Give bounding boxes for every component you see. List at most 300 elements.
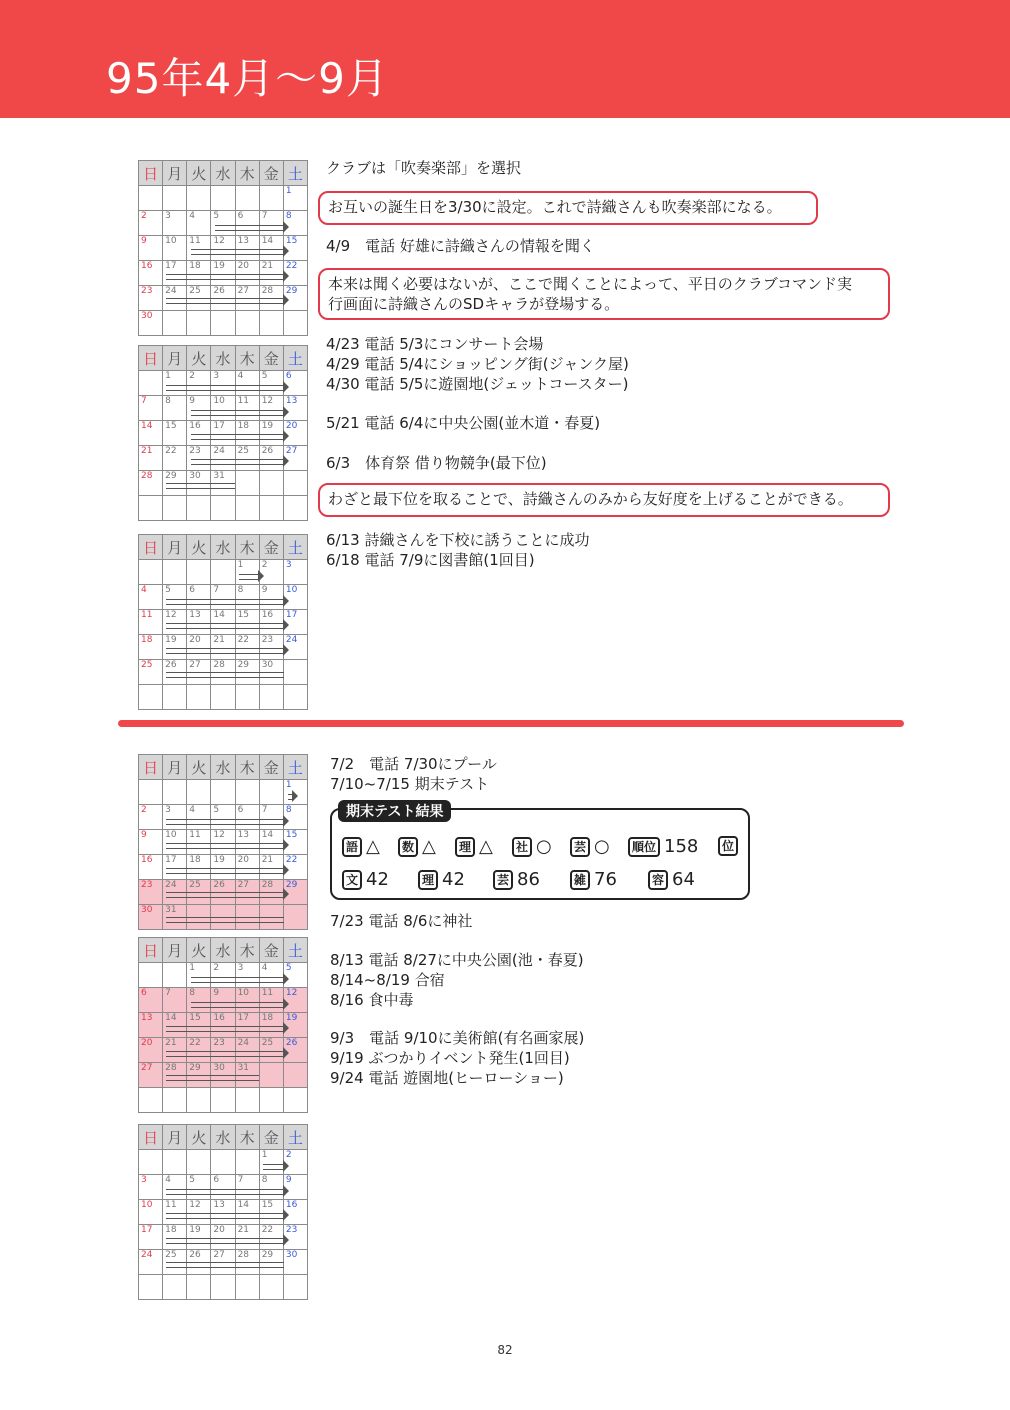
schedule-arrow <box>263 1164 283 1170</box>
day-number: 16 <box>261 610 274 620</box>
highlight-sd-character <box>318 268 890 320</box>
calendar-day <box>187 805 211 830</box>
calendar-day <box>235 471 259 496</box>
subject-label: 理 <box>455 837 475 857</box>
day-number: 30 <box>189 471 201 481</box>
calendar-day <box>211 396 235 421</box>
day-number: 15 <box>189 1013 201 1023</box>
day-number: 27 <box>237 880 250 890</box>
day-number: 5 <box>213 805 220 815</box>
weekday-header: 金 <box>259 1125 283 1150</box>
day-number: 7 <box>237 1175 244 1185</box>
day-number: 1 <box>237 560 244 570</box>
calendar-day <box>187 186 211 211</box>
calendar-day <box>235 1088 259 1113</box>
day-number: 17 <box>285 610 298 620</box>
day-number: 18 <box>261 1013 274 1023</box>
schedule-arrow <box>166 623 283 629</box>
day-number: 28 <box>165 1063 177 1073</box>
day-number: 16 <box>141 855 153 865</box>
note-line: 5/21 電話 6/4に中央公園(並木道・春夏) <box>326 414 601 432</box>
calendar-day <box>235 988 259 1013</box>
schedule-arrow <box>166 1213 283 1219</box>
day-number: 6 <box>237 211 244 221</box>
weekday-header: 日 <box>139 938 163 963</box>
subject-value: 42 <box>442 869 465 890</box>
calendar-day <box>283 1063 307 1088</box>
day-number: 23 <box>141 880 153 890</box>
day-number: 25 <box>261 1038 274 1048</box>
calendar-day <box>211 685 235 710</box>
calendar-day <box>211 1013 235 1038</box>
day-number: 18 <box>141 635 153 645</box>
weekday-header: 火 <box>187 161 211 186</box>
day-number: 9 <box>285 1175 292 1185</box>
calendar-day <box>283 560 307 585</box>
calendar-day <box>211 1275 235 1300</box>
schedule-arrow <box>166 648 283 654</box>
calendar-day <box>139 1013 163 1038</box>
day-number: 9 <box>213 988 220 998</box>
day-number: 5 <box>285 963 292 973</box>
calendar-day <box>259 610 283 635</box>
calendar-day <box>139 236 163 261</box>
day-number: 28 <box>141 471 153 481</box>
day-number: 4 <box>189 805 196 815</box>
schedule-arrow <box>166 843 283 849</box>
calendar-day <box>139 496 163 521</box>
day-number: 15 <box>285 830 298 840</box>
schedule-arrow <box>166 599 283 605</box>
schedule-arrow <box>191 977 284 983</box>
calendar-day <box>235 830 259 855</box>
calendar-day <box>187 780 211 805</box>
calendar-day <box>163 1200 187 1225</box>
day-number: 7 <box>261 211 268 221</box>
schedule-arrow <box>166 917 283 923</box>
day-number: 11 <box>237 396 250 406</box>
day-number: 9 <box>261 585 268 595</box>
calendar-day <box>139 880 163 905</box>
calendar-day <box>283 496 307 521</box>
day-number: 10 <box>165 830 177 840</box>
calendar-day <box>139 371 163 396</box>
calendar-day <box>211 236 235 261</box>
schedule-arrow <box>166 1262 283 1268</box>
weekday-header: 水 <box>211 938 235 963</box>
day-number: 18 <box>189 261 201 271</box>
day-number: 12 <box>213 830 225 840</box>
day-number: 21 <box>141 446 153 456</box>
calendar-day <box>259 421 283 446</box>
weekday-header: 土 <box>283 346 307 371</box>
day-number: 27 <box>237 286 250 296</box>
calendar-day <box>259 1275 283 1300</box>
calendar-day <box>163 780 187 805</box>
day-number: 10 <box>213 396 225 406</box>
day-number: 25 <box>165 1250 177 1260</box>
day-number: 6 <box>213 1175 220 1185</box>
weekday-header: 火 <box>187 1125 211 1150</box>
day-number: 21 <box>165 1038 177 1048</box>
calendar-day <box>259 963 283 988</box>
calendar-day <box>187 610 211 635</box>
weekday-header: 金 <box>259 535 283 560</box>
calendar-day <box>259 236 283 261</box>
subject-label: 芸 <box>493 870 513 890</box>
day-number: 29 <box>189 1063 201 1073</box>
calendar-day <box>259 780 283 805</box>
subject-value: 86 <box>517 869 540 890</box>
day-number: 3 <box>141 1175 147 1185</box>
calendar-day <box>187 396 211 421</box>
calendar-day <box>283 660 307 685</box>
weekday-header: 日 <box>139 346 163 371</box>
day-number: 24 <box>165 880 177 890</box>
day-number: 10 <box>285 585 298 595</box>
day-number: 20 <box>285 421 298 431</box>
calendar-day <box>139 830 163 855</box>
page-title: 95年4月～9月 <box>106 54 389 103</box>
calendar-day <box>163 988 187 1013</box>
calendar-day <box>163 1088 187 1113</box>
subject-value: ○ <box>594 836 610 857</box>
calendar-day <box>235 211 259 236</box>
day-number: 29 <box>285 286 298 296</box>
weekday-header: 木 <box>235 535 259 560</box>
schedule-arrow <box>191 459 284 465</box>
calendar-day <box>163 1175 187 1200</box>
schedule-arrow <box>166 385 283 391</box>
calendar-day <box>139 660 163 685</box>
calendar-day <box>139 963 163 988</box>
weekday-header: 土 <box>283 535 307 560</box>
day-number: 18 <box>189 855 201 865</box>
day-number: 24 <box>285 635 298 645</box>
day-number: 1 <box>165 371 171 381</box>
day-number: 21 <box>261 261 274 271</box>
day-number: 31 <box>165 905 177 915</box>
day-number: 13 <box>189 610 201 620</box>
calendar-day <box>235 371 259 396</box>
day-number: 13 <box>213 1200 225 1210</box>
day-number: 21 <box>213 635 225 645</box>
calendar-day <box>139 211 163 236</box>
calendar-day <box>259 805 283 830</box>
calendar-day <box>163 446 187 471</box>
calendar-day <box>235 1150 259 1175</box>
day-number: 8 <box>261 1175 268 1185</box>
subject-label: 芸 <box>570 837 590 857</box>
calendar-day <box>187 1013 211 1038</box>
day-number: 22 <box>189 1038 201 1048</box>
day-number: 8 <box>237 585 244 595</box>
calendar-day <box>163 496 187 521</box>
calendar-day <box>163 1150 187 1175</box>
weekday-header: 火 <box>187 535 211 560</box>
weekday-header: 火 <box>187 938 211 963</box>
day-number: 20 <box>237 261 250 271</box>
calendar-day <box>235 236 259 261</box>
calendar-day <box>283 1275 307 1300</box>
calendar-day <box>211 1200 235 1225</box>
calendar-day <box>187 1088 211 1113</box>
day-number: 24 <box>237 1038 250 1048</box>
day-number: 25 <box>141 660 153 670</box>
calendar-day <box>235 1013 259 1038</box>
calendar-day <box>235 311 259 336</box>
day-number: 6 <box>141 988 147 998</box>
day-number: 15 <box>285 236 298 246</box>
calendar-day <box>211 805 235 830</box>
schedule-arrow <box>166 274 283 280</box>
day-number: 21 <box>237 1225 250 1235</box>
day-number: 19 <box>213 855 225 865</box>
highlight-sd-text-1: 本来は聞く必要はないが、ここで聞くことによって、平日のクラブコマンド実 <box>328 275 852 293</box>
calendar-day <box>259 496 283 521</box>
calendar-day <box>235 1200 259 1225</box>
calendar-day <box>139 1275 163 1300</box>
calendar-day <box>139 286 163 311</box>
weekday-header: 土 <box>283 161 307 186</box>
day-number: 13 <box>141 1013 153 1023</box>
day-number: 7 <box>141 396 147 406</box>
weekday-header: 日 <box>139 161 163 186</box>
day-number: 13 <box>237 830 250 840</box>
calendar-day <box>187 830 211 855</box>
calendar-day <box>187 963 211 988</box>
weekday-header: 月 <box>163 938 187 963</box>
day-number: 7 <box>261 805 268 815</box>
day-number: 11 <box>189 830 201 840</box>
calendar-day <box>187 311 211 336</box>
calendar-day <box>235 396 259 421</box>
day-number: 23 <box>141 286 153 296</box>
day-number: 18 <box>237 421 250 431</box>
day-number: 27 <box>213 1250 225 1260</box>
calendar-day <box>187 1175 211 1200</box>
exam-result-item <box>342 836 380 858</box>
calendar-day <box>163 371 187 396</box>
day-number: 1 <box>189 963 196 973</box>
calendar-day <box>211 585 235 610</box>
day-number: 20 <box>141 1038 153 1048</box>
weekday-header: 土 <box>283 938 307 963</box>
calendar-day <box>187 236 211 261</box>
calendar-day <box>163 186 187 211</box>
calendar-day <box>139 421 163 446</box>
day-number: 17 <box>141 1225 153 1235</box>
schedule-arrow <box>288 794 294 800</box>
day-number: 4 <box>237 371 244 381</box>
schedule-arrow <box>191 410 284 416</box>
schedule-arrow <box>166 892 283 898</box>
calendar-day <box>163 1275 187 1300</box>
calendar-day <box>259 1013 283 1038</box>
page-number: 82 <box>497 1343 513 1357</box>
calendar-day <box>187 988 211 1013</box>
day-number: 26 <box>285 1038 298 1048</box>
exam-result-item <box>570 869 617 891</box>
calendar-day <box>187 1150 211 1175</box>
day-number: 19 <box>165 635 177 645</box>
calendar-day <box>211 371 235 396</box>
calendar-day <box>139 1200 163 1225</box>
day-number: 2 <box>285 1150 292 1160</box>
day-number: 8 <box>285 805 292 815</box>
subject-label: 語 <box>342 837 362 857</box>
calendar-day <box>283 905 307 930</box>
calendar-day <box>211 963 235 988</box>
calendar-day <box>211 1088 235 1113</box>
day-number: 28 <box>261 880 274 890</box>
calendar-day <box>211 780 235 805</box>
note-line: 9/3 電話 9/10に美術館(有名画家展) <box>330 1029 585 1047</box>
weekday-header: 金 <box>259 346 283 371</box>
day-number: 16 <box>141 261 153 271</box>
day-number: 20 <box>237 855 250 865</box>
calendar-day <box>163 830 187 855</box>
day-number: 17 <box>213 421 225 431</box>
exam-results-title: 期末テスト結果 <box>338 800 451 822</box>
day-number: 15 <box>237 610 250 620</box>
weekday-header: 木 <box>235 938 259 963</box>
calendar-day <box>139 396 163 421</box>
subject-label: 文 <box>342 870 362 890</box>
note-line: 4/30 電話 5/5に遊園地(ジェットコースター) <box>326 375 629 393</box>
schedule-arrow <box>239 574 259 580</box>
calendar-day <box>139 685 163 710</box>
subject-label: 数 <box>398 837 418 857</box>
day-number: 22 <box>261 1225 274 1235</box>
calendar-day <box>187 560 211 585</box>
calendar-day <box>235 585 259 610</box>
weekday-header: 水 <box>211 161 235 186</box>
subject-value: △ <box>366 836 380 857</box>
highlight-birthday <box>318 191 818 225</box>
weekday-header: 金 <box>259 938 283 963</box>
day-number: 4 <box>261 963 268 973</box>
day-number: 19 <box>285 1013 298 1023</box>
day-number: 25 <box>237 446 250 456</box>
weekday-header: 月 <box>163 1125 187 1150</box>
day-number: 3 <box>165 805 171 815</box>
weekday-header: 火 <box>187 755 211 780</box>
calendar-day <box>235 186 259 211</box>
day-number: 6 <box>285 371 292 381</box>
calendar-day <box>139 311 163 336</box>
calendar-day <box>283 186 307 211</box>
weekday-header: 月 <box>163 755 187 780</box>
calendar-day <box>235 1175 259 1200</box>
calendar-day <box>163 236 187 261</box>
schedule-arrow <box>166 1075 259 1081</box>
day-number: 27 <box>189 660 201 670</box>
subject-label: 理 <box>418 870 438 890</box>
note-line: 4/29 電話 5/4にショッピング街(ジャンク屋) <box>326 355 629 373</box>
day-number: 6 <box>189 585 196 595</box>
calendar-day <box>139 610 163 635</box>
calendar-day <box>235 496 259 521</box>
exam-result-item <box>398 836 436 858</box>
calendar-day <box>211 421 235 446</box>
exam-result-item <box>718 836 742 856</box>
day-number: 8 <box>165 396 171 406</box>
day-number: 1 <box>261 1150 268 1160</box>
day-number: 31 <box>237 1063 250 1073</box>
calendar-day <box>259 1175 283 1200</box>
calendar-day <box>187 371 211 396</box>
day-number: 2 <box>261 560 268 570</box>
calendar-day <box>187 496 211 521</box>
day-number: 25 <box>189 880 201 890</box>
day-number: 29 <box>261 1250 274 1260</box>
note-line: 9/19 ぶつかりイベント発生(1回目) <box>330 1049 570 1067</box>
exam-result-item <box>418 869 465 891</box>
weekday-header: 水 <box>211 535 235 560</box>
day-number: 12 <box>285 988 298 998</box>
calendar-day <box>163 396 187 421</box>
day-number: 2 <box>141 805 147 815</box>
weekday-header: 金 <box>259 755 283 780</box>
calendar-day <box>139 780 163 805</box>
highlight-last-place <box>318 483 890 517</box>
day-number: 10 <box>237 988 250 998</box>
day-number: 12 <box>261 396 274 406</box>
calendar-day <box>259 1200 283 1225</box>
day-number: 11 <box>165 1200 177 1210</box>
day-number: 29 <box>165 471 177 481</box>
day-number: 17 <box>165 261 177 271</box>
day-number: 13 <box>285 396 298 406</box>
schedule-arrow <box>166 483 235 489</box>
subject-value: △ <box>479 836 493 857</box>
calendar-day <box>139 560 163 585</box>
calendar-day <box>259 311 283 336</box>
calendar-day <box>259 1150 283 1175</box>
calendar-day <box>163 421 187 446</box>
day-number: 13 <box>237 236 250 246</box>
day-number: 7 <box>165 988 171 998</box>
schedule-arrow <box>166 1026 283 1032</box>
subject-label: 位 <box>718 836 738 856</box>
calendar-day <box>259 396 283 421</box>
exam-result-item <box>342 869 389 891</box>
calendar-day <box>139 585 163 610</box>
calendar-day <box>259 585 283 610</box>
day-number: 4 <box>141 585 147 595</box>
schedule-arrow <box>191 1002 284 1008</box>
exam-result-item <box>512 836 552 858</box>
day-number: 18 <box>165 1225 177 1235</box>
day-number: 14 <box>261 236 274 246</box>
note-line: 8/16 食中毒 <box>330 991 414 1009</box>
calendar-day <box>259 471 283 496</box>
calendar-day <box>235 780 259 805</box>
calendar-day <box>259 211 283 236</box>
note-line: 4/9 電話 好雄に詩織さんの情報を聞く <box>326 237 595 255</box>
day-number: 22 <box>285 261 298 271</box>
note-club: クラブは「吹奏楽部」を選択 <box>326 159 522 177</box>
calendar-day <box>187 1275 211 1300</box>
calendar-day <box>163 211 187 236</box>
day-number: 20 <box>189 635 201 645</box>
day-number: 11 <box>261 988 274 998</box>
weekday-header: 木 <box>235 346 259 371</box>
calendar-day <box>139 1150 163 1175</box>
calendar-day <box>235 685 259 710</box>
calendar-day <box>163 805 187 830</box>
